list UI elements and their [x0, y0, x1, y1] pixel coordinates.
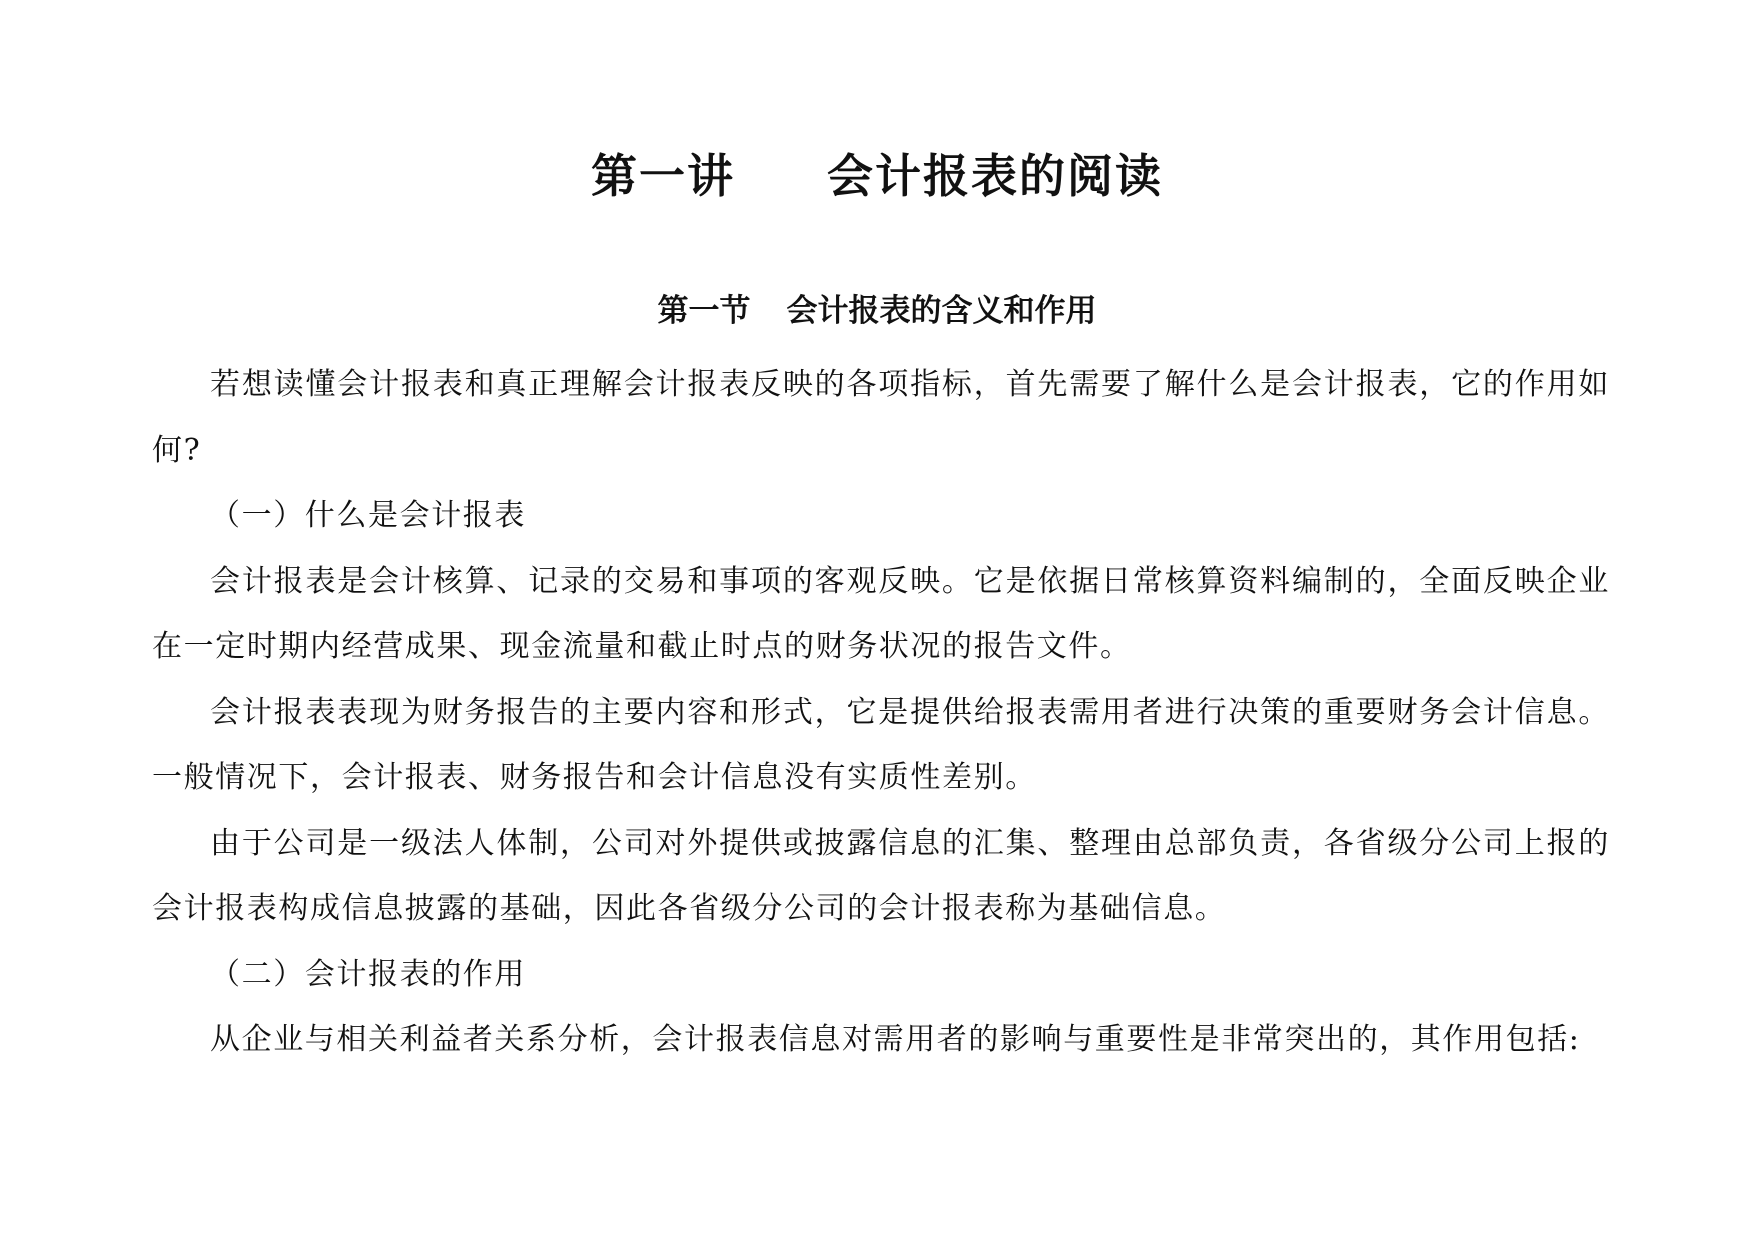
chapter-number: 第一讲 — [591, 149, 735, 203]
paragraph-basis: 由于公司是一级法人体制，公司对外提供或披露信息的汇集、整理由总部负责，各省级分公司上报的会计报表构成信息披露的基础，因此各省级分公司的会计报表称为基础信息。 — [152, 825, 1610, 926]
body-text — [152, 352, 1610, 1073]
chapter-title — [0, 146, 1754, 206]
paragraph-intro: 若想读懂会计报表和真正理解会计报表反映的各项指标，首先需要了解什么是会计报表，它的作用如何? — [152, 367, 1610, 468]
section-number: 第一节 — [657, 293, 751, 329]
subheading-what-is-report: （一）什么是会计报表 — [210, 498, 526, 533]
paragraph-form: 会计报表表现为财务报告的主要内容和形式，它是提供给报表需用者进行决策的重要财务会计信息。一般情况下，会计报表、财务报告和会计信息没有实质性差别。 — [152, 694, 1610, 795]
paragraph-definition: 会计报表是会计核算、记录的交易和事项的客观反映。它是依据日常核算资料编制的，全面反映企业在一定时期内经营成果、现金流量和截止时点的财务状况的报告文件。 — [152, 563, 1610, 664]
section-name: 会计报表的含义和作用 — [786, 293, 1097, 329]
section-title — [0, 289, 1754, 333]
subheading-report-function: （二）会计报表的作用 — [210, 956, 526, 992]
paragraph-function: 从企业与相关利益者关系分析，会计报表信息对需用者的影响与重要性是非常突出的，其作用包括: — [210, 1022, 1581, 1057]
chapter-name: 会计报表的阅读 — [827, 149, 1163, 203]
